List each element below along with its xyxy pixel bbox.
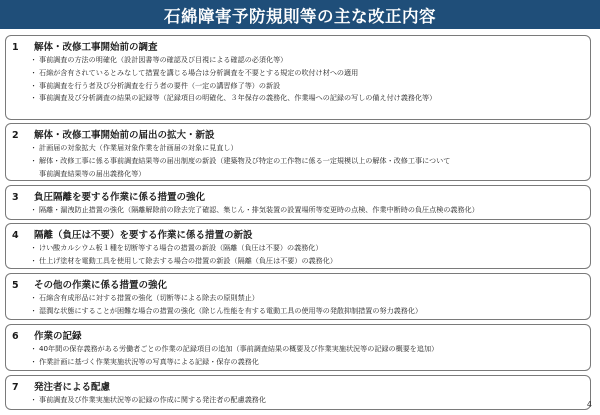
list-item: ・ けい酸カルシウム板１種を切断等する場合の措置の新設（隔離（負圧は不要）の義務化） bbox=[30, 242, 590, 255]
section-6 bbox=[5, 324, 591, 371]
list-item: ・ 事前調査を行う者及び分析調査を行う者の要件（一定の講習修了等）の新設 bbox=[30, 80, 590, 93]
page-title: 石綿障害予防規則等の主な改正内容 bbox=[164, 6, 436, 26]
bullet: ・ bbox=[30, 155, 38, 165]
list-item: ・ 解体・改修工事に係る事前調査結果等の届出制度の新設（建築物及び特定の工作物に係る一定規模以上の解体・改修工事について 事前調査結果等の届出義務化等） bbox=[30, 155, 451, 178]
section-title: 隔離（負圧は不要）を要する作業に係る措置の新設 bbox=[34, 230, 253, 241]
list-item: ・ 事前調査の方法の明確化（設計図書等の確認及び目視による確認の必須化等） bbox=[30, 54, 590, 67]
bullet: ・ bbox=[30, 67, 38, 77]
bullet: ・ bbox=[30, 344, 38, 353]
section-title: その他の作業に係る措置の強化 bbox=[34, 280, 168, 291]
list-item: ・ 事前調査及び作業実施状況等の記録の作成に関する発注者の配慮義務化 bbox=[30, 394, 590, 407]
page-number: 4 bbox=[586, 400, 592, 409]
section-3 bbox=[5, 185, 591, 220]
bullet: ・ bbox=[30, 395, 38, 404]
list-item: ・ 湿潤な状態にすることが困難な場合の措置の強化（除じん性能を有する電動工具の使用等の発散抑制措置の努力義務化） bbox=[30, 305, 590, 318]
section-number: 4 bbox=[12, 230, 19, 241]
bullet: ・ bbox=[30, 55, 38, 64]
section-title: 発注者による配慮 bbox=[34, 382, 111, 393]
bullet: ・ bbox=[30, 80, 38, 90]
bullet: ・ bbox=[30, 305, 38, 315]
list-item: ・ 仕上げ塗材を電動工具を使用して除去する場合の措置の新設（隔離（負圧は不要）の義務化） bbox=[30, 255, 590, 268]
bullet: ・ bbox=[30, 293, 38, 302]
section-2 bbox=[5, 123, 591, 181]
list-item: ・ 作業計画に基づく作業実施状況等の写真等による記録・保存の義務化 bbox=[30, 356, 590, 369]
bullet: ・ bbox=[30, 356, 38, 366]
bullet: ・ bbox=[30, 93, 38, 103]
bullet: ・ bbox=[30, 143, 38, 152]
section-1 bbox=[5, 35, 591, 120]
section-number: 3 bbox=[12, 192, 19, 203]
section-title: 解体・改修工事開始前の調査 bbox=[34, 42, 158, 53]
section-title: 作業の記録 bbox=[34, 331, 82, 342]
section-title: 負圧隔離を要する作業に係る措置の強化 bbox=[34, 192, 206, 203]
list-item: ・ 事前調査及び分析調査の結果の記録等（記録項目の明確化、３年保存の義務化、作業場への記録の写しの備え付け義務化等） bbox=[30, 92, 590, 105]
section-number: 5 bbox=[12, 280, 19, 291]
section-7 bbox=[5, 375, 591, 410]
list-item: ・ 石綿含有成形品に対する措置の強化（切断等による除去の原則禁止） bbox=[30, 292, 590, 305]
list-item: ・ 40年間の保存義務がある労働者ごとの作業の記録項目の追加（事前調査結果の概要及び作業実施状況等の記録の概要を追加） bbox=[30, 343, 590, 356]
list-item: ・ 隔離・漏洩防止措置の強化（隔離解除前の除去完了確認、集じん・排気装置の設置場所等変更時の点検、作業中断時の負圧点検の義務化） bbox=[30, 204, 590, 217]
list-item: ・ 計画届の対象拡大（作業届対象作業を計画届の対象に見直し） bbox=[30, 142, 590, 155]
section-title: 解体・改修工事開始前の届出の拡大・新設 bbox=[34, 130, 215, 141]
section-5 bbox=[5, 273, 591, 320]
bullet: ・ bbox=[30, 255, 38, 265]
bullet: ・ bbox=[30, 205, 38, 214]
bullet: ・ bbox=[30, 243, 38, 252]
section-number: 1 bbox=[12, 42, 19, 53]
section-number: 7 bbox=[12, 382, 19, 393]
list-item: ・ 石綿が含有されているとみなして措置を講じる場合は分析調査を不要とする規定の吹付け材への適用 bbox=[30, 67, 590, 80]
section-number: 6 bbox=[12, 331, 19, 342]
section-number: 2 bbox=[12, 130, 19, 141]
section-4 bbox=[5, 223, 591, 269]
title-bar bbox=[0, 0, 600, 29]
